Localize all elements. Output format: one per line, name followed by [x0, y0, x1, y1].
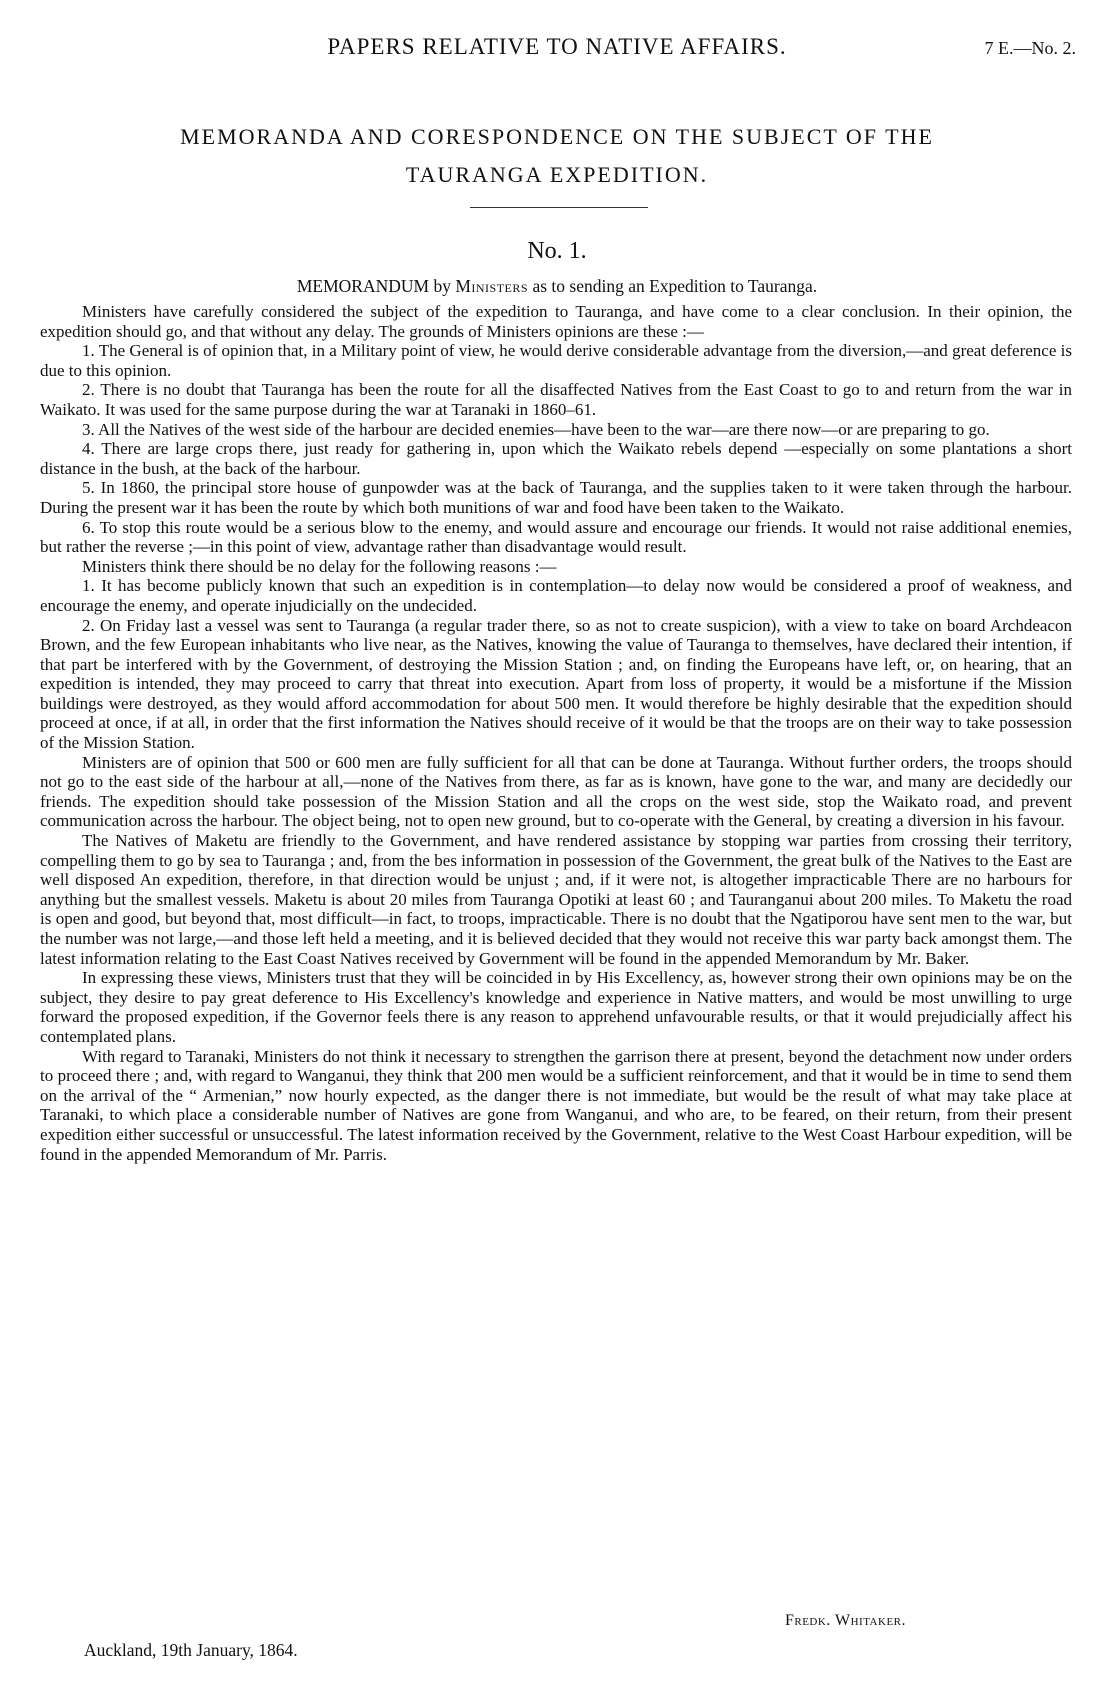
memo-heading-ministers: Ministers — [455, 276, 529, 296]
paragraph: The Natives of Maketu are friendly to the Government, and have rendered assistance by stopping war parties from crossing their territory, compelling them to go by sea to Tauranga ; and, from the bes information in possession of the Government, the great bulk of the Natives to the East are well disposed An expedition, therefore, in that direction would be unjust ; and, if it were not, is altogether impracticable There are no harbours for anything but the smallest vessels. Maketu is about 20 miles from Tauranga Opotiki at least 60 ; and Tauranganui about 200 miles. To Maketu the road is open and good, but beyond that, most difficult—in fact, to troops, impracticable. There is no doubt that the Ngatiporou have sent men to the war, but the number was not large,—and those left held a meeting, and it is believed decided that they would not receive this war party back amongst them. The latest information relating to the East Coast Natives received by Government will be found in the appended Memorandum by Mr. Baker. — [40, 831, 1072, 968]
paragraph: 1. The General is of opinion that, in a Military point of view, he would derive considerable advantage from the diversion,—and great deference is due to this opinion. — [40, 341, 1072, 380]
paragraph: 4. There are large crops there, just ready for gathering in, upon which the Waikato rebels depend —especially on some plantations a short distance in the bush, at the back of the harbour. — [40, 439, 1072, 478]
signature: Fredk. Whitaker. — [784, 1612, 906, 1629]
paragraph: With regard to Taranaki, Ministers do not think it necessary to strengthen the garrison there at present, beyond the detachment now under orders to proceed there ; and, with regard to Wanganui, they think that 200 men would be a sufficient reinforcement, and that it would be in time to send them on the arrival of the “ Armenian,” now hourly expected, as the danger there is not immediate, but would be the result of what may take place at Taranaki, to which place a considerable number of Natives are gone from Wanganui, and who are, to be feared, on their return, from their present expedition either successful or unsuccessful. The latest information received by the Government, relative to the West Coast Harbour expedition, will be found in the appended Memorandum of Mr. Parris. — [40, 1046, 1072, 1164]
running-header: PAPERS RELATIVE TO NATIVE AFFAIRS. — [327, 34, 787, 59]
document-number: No. 1. — [527, 238, 587, 264]
paragraph: 2. On Friday last a vessel was sent to Tauranga (a regular trader there, so as not to create suspicion), with a view to take on board Archdeacon Brown, and the few European inhabitants who live near, as the Natives, knowing the value of Tauranga to themselves, have declared their intention, if that part be interfered with by the Government, of destroying the Mission Station ; and, on finding the Europeans have left, or, on hearing, that an expedition is intended, they may proceed to carry that threat into execution. Apart from loss of property, it would be a misfortune if the Mission buildings were destroyed, as they would afford accommodation for about 500 men. It would therefore be highly desirable that the expedition should proceed at once, if at all, in order that the first information the Natives should receive of it would be that the troops are on their way to take possession of the Mission Station. — [40, 615, 1072, 753]
paragraph: 3. All the Natives of the west side of the harbour are decided enemies—have been to the war—are there now—or are preparing to go. — [82, 419, 990, 439]
page-reference: 7 E.—No. 2. — [984, 38, 1076, 58]
memo-heading-suffix: as to sending an Expedition to Tauranga. — [532, 276, 818, 296]
memo-heading — [0, 276, 1114, 297]
title-divider — [470, 207, 648, 208]
memo-heading-prefix: MEMORANDUM by — [296, 276, 451, 296]
dateline: Auckland, 19th January, 1864. — [84, 1640, 298, 1660]
paragraph: In expressing these views, Ministers trust that they will be coincided in by His Excellency, as, however strong their own opinions may be on the subject, they desire to pay great deference to His Excellency's knowledge and experience in Native matters, and would be most unwilling to urge forward the proposed expedition, if the Governor feels there is any reason to apprehend unfavourable results, or that it would prejudicially affect his contemplated plans. — [40, 968, 1072, 1046]
title-line-2: TAURANGA EXPEDITION. — [405, 162, 709, 187]
paragraph: Ministers have carefully considered the subject of the expedition to Tauranga, and have come to a clear conclusion. In their opinion, the expedition should go, and that without any delay. The grounds of Ministers opinions are these :— — [40, 302, 1072, 341]
paragraph: 6. To stop this route would be a serious blow to the enemy, and would assure and encourage our friends. It would not raise additional enemies, but rather the reverse ;—in this point of view, advantage rather than disadvantage would result. — [40, 517, 1072, 557]
paragraph: 1. It has become publicly known that such an expedition is in contemplation—to delay now would be considered a proof of weakness, and encourage the enemy, and operate injudicially on the undecided. — [40, 576, 1072, 615]
paragraph: 5. In 1860, the principal store house of gunpowder was at the back of Tauranga, and the supplies taken to it were taken through the harbour. During the present war it has been the route by which both munitions of war and food have been taken to the Waikato. — [40, 478, 1072, 517]
memo-body — [40, 302, 1072, 1164]
paragraph: 2. There is no doubt that Tauranga has been the route for all the disaffected Natives from the East Coast to go to and return from the war in Waikato. It was used for the same purpose during the war at Taranaki in 1860–61. — [40, 380, 1072, 419]
paragraph: Ministers are of opinion that 500 or 600 men are fully sufficient for all that can be done at Tauranga. Without further orders, the troops should not go to the east side of the harbour at all,—none of the Natives from there, as far as is known, have gone to the war, and many are decidedly our friends. The expedition should take possession of the Mission Station and all the crops on the west side, stop the Waikato road, and prevent communication across the harbour. The object being, not to open new ground, but to co-operate with the General, by creating a diversion in his favour. — [40, 752, 1072, 831]
document-title — [30, 118, 1084, 194]
title-line-1: MEMORANDA AND CORESPONDENCE ON THE SUBJECT OF THE — [180, 124, 934, 149]
paragraph: Ministers think there should be no delay for the following reasons :— — [82, 556, 557, 576]
